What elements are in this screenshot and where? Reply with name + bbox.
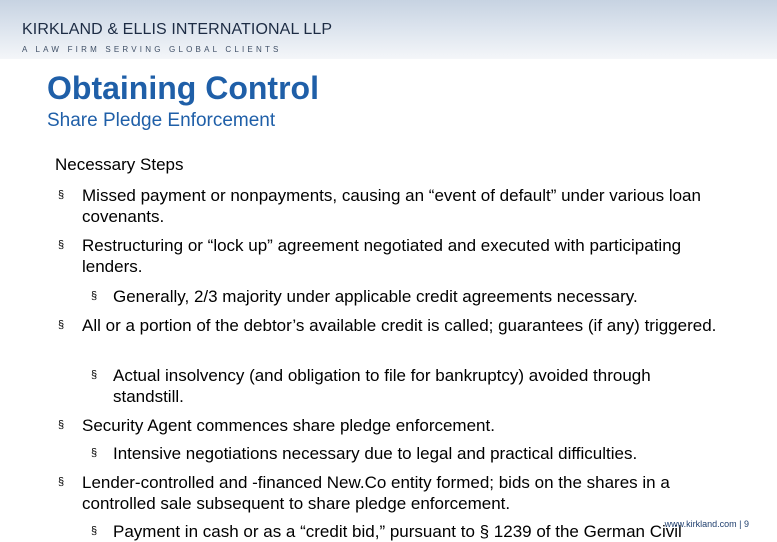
bullet-glyph: § bbox=[91, 447, 98, 459]
footer-site-text: www.kirkland.com bbox=[664, 519, 737, 529]
firm-name: KIRKLAND & ELLIS INTERNATIONAL LLP bbox=[22, 21, 333, 38]
footer-site bbox=[665, 519, 749, 529]
bullet-glyph: § bbox=[58, 189, 65, 201]
slide-subtitle: Share Pledge Enforcement bbox=[47, 110, 276, 131]
bullet-glyph: § bbox=[58, 419, 65, 431]
bullet-glyph: § bbox=[91, 369, 98, 381]
bullet-item bbox=[58, 185, 718, 227]
bullet-glyph: § bbox=[58, 319, 65, 331]
bullet-text: Payment in cash or as a “credit bid,” pursuant to § 1239 of the German Civil bbox=[113, 522, 682, 541]
bullet-glyph: § bbox=[91, 290, 98, 302]
bullet-text: Missed payment or nonpayments, causing an “event of default” under various loan covenants. bbox=[82, 186, 701, 226]
bullet-text: Intensive negotiations necessary due to legal and practical difficulties. bbox=[113, 444, 638, 463]
bullet-item bbox=[58, 472, 718, 514]
bullet-text: Generally, 2/3 majority under applicable credit agreements necessary. bbox=[113, 287, 638, 306]
bullet-text: Restructuring or “lock up” agreement negotiated and executed with participating lenders. bbox=[82, 236, 682, 276]
bullet-item bbox=[58, 415, 718, 436]
sub-bullet-item bbox=[91, 443, 711, 464]
bullet-glyph: § bbox=[91, 525, 98, 537]
sub-bullet-item bbox=[91, 286, 711, 307]
bullet-item bbox=[58, 315, 718, 336]
bullet-text: Actual insolvency (and obligation to file for bankruptcy) avoided through standstill. bbox=[113, 366, 651, 406]
bullet-glyph: § bbox=[58, 239, 65, 251]
sub-bullet-item bbox=[91, 521, 701, 542]
bullet-text: Security Agent commences share pledge enforcement. bbox=[82, 416, 495, 435]
bullet-item bbox=[58, 235, 718, 277]
bullet-text: Lender-controlled and -financed New.Co entity formed; bids on the shares in a controlled sale subsequent to share pledge enforcement. bbox=[82, 473, 670, 513]
firm-tagline: A LAW FIRM SERVING GLOBAL CLIENTS bbox=[22, 45, 282, 54]
slide-title: Obtaining Control bbox=[47, 70, 319, 106]
page-number: | 9 bbox=[739, 519, 749, 529]
bullet-text: All or a portion of the debtor’s available credit is called; guarantees (if any) triggered. bbox=[82, 316, 717, 335]
sub-bullet-item bbox=[91, 365, 711, 407]
bullet-glyph: § bbox=[58, 476, 65, 488]
header-banner bbox=[0, 0, 777, 59]
section-heading: Necessary Steps bbox=[55, 155, 184, 174]
